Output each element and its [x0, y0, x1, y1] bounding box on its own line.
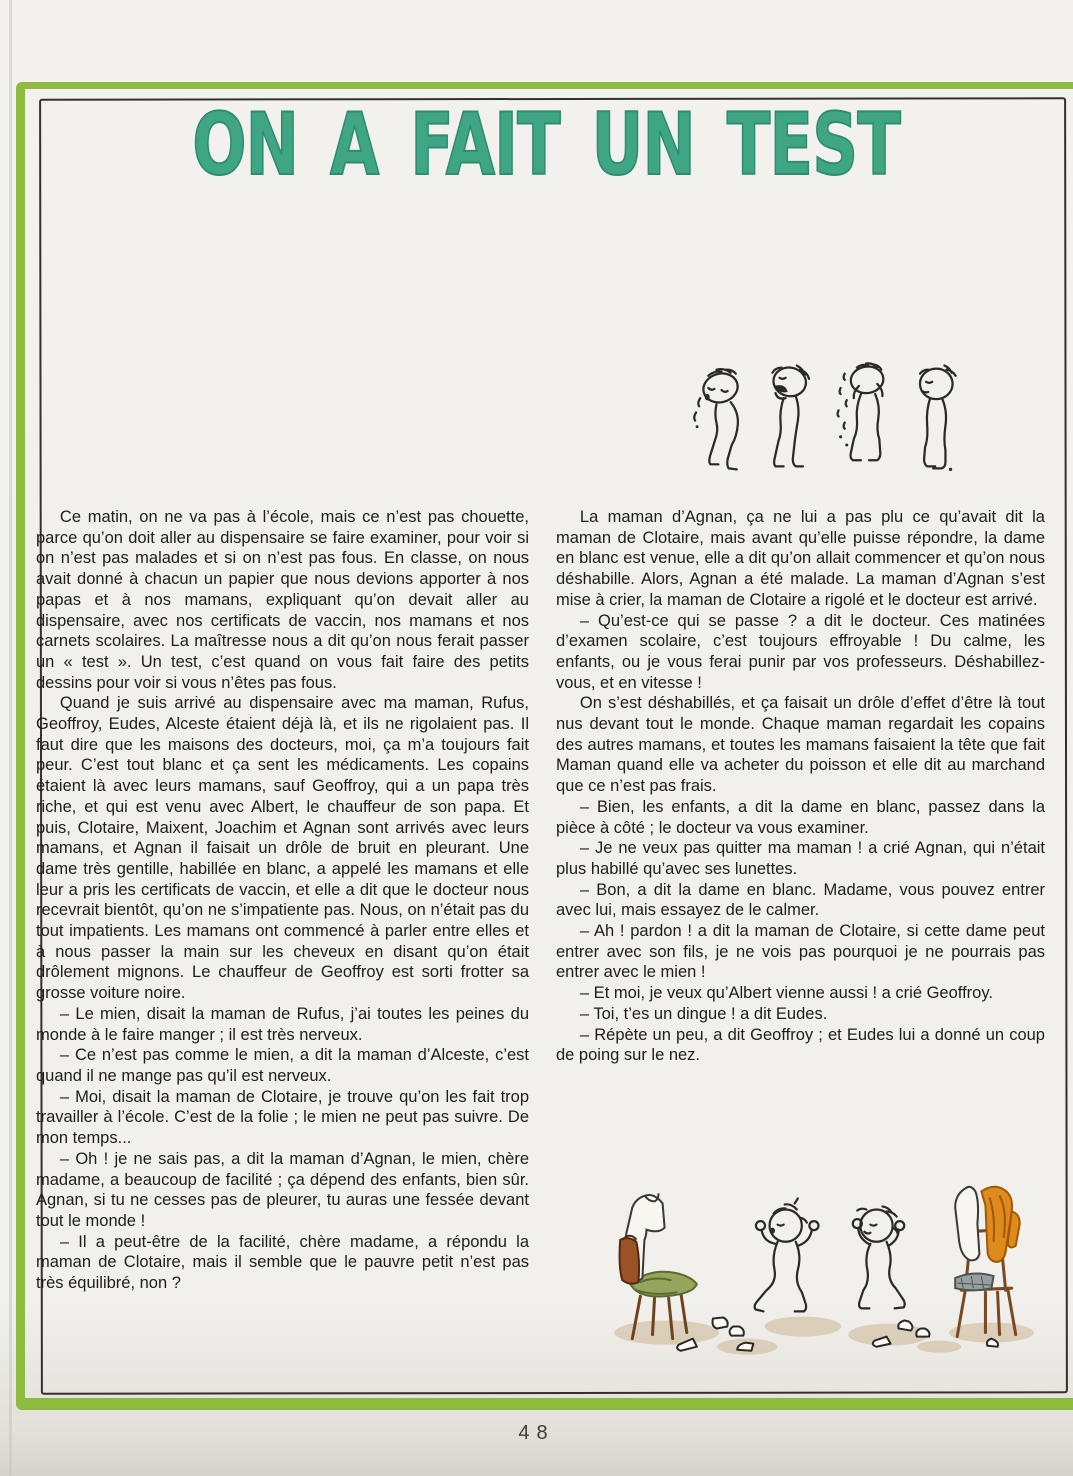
text-column-right — [556, 507, 1045, 1066]
page-number: 48 — [518, 1422, 555, 1444]
paragraph: La maman d’Agnan, ça ne lui a pas plu ce qu’avait dit la maman de Clotaire, mais avant qu’elle puisse répondre, la dame en blanc est venue, elle a dit qu’on allait commencer et qu’on nous déshabille. Alors, Agnan a été malade. La maman d’Agnan s’est mise à crier, la maman de Clotaire a rigolé et le docteur est arrivé. — [556, 508, 1045, 609]
crying-boy-1 — [694, 369, 741, 469]
paragraph: – Répète un peu, a dit Geoffroy ; et Eudes lui a donné un coup de poing sur le nez. — [556, 1025, 1045, 1065]
paragraph: Ce matin, on ne va pas à l’école, mais ce n’est pas chouette, parce qu’on doit aller au dispensaire se faire examiner, pour voir si on n’est pas malades et si on n’est pas fous. En classe, on nous avait donné à chacun un papier que nous devions apporter à nos papas et à nos mamans, expliquant qu’on devait aller au dispensaire, avec nos certificats de vaccin, nos mamans et nos carnets scolaires. La maîtresse nous a dit qu’on nous ferait passer un « test ». Un test, c’est quand on vous fait faire des petits dessins pour voir si vous n’êtes pas fous. — [36, 508, 529, 692]
paragraph: – Le mien, disait la maman de Rufus, j’ai toutes les peines du monde à le faire manger ; il est très nerveux. — [36, 1004, 529, 1044]
paragraph: – Ah ! pardon ! a dit la maman de Clotaire, si cette dame peut entrer avec son fils, je ne vois pas pourquoi je ne pourrais pas entrer avec le mien ! — [556, 922, 1045, 982]
crying-boy-2 — [771, 365, 809, 467]
paragraph: – Toi, t’es un dingue ! a dit Eudes. — [579, 1004, 828, 1023]
page-title-wrap — [30, 95, 1063, 195]
fighting-boy-left — [755, 1198, 819, 1311]
paragraph: – Ce n’est pas comme le mien, a dit la maman d’Alceste, c’est quand il ne mange pas qu’il est nerveux. — [36, 1046, 529, 1085]
paragraph: – Qu’est-ce qui se passe ? a dit le docteur. Ces matinées d’examen scolaire, c’est toujours effroyable ! Du calme, les enfants, ou je vous ferai punir par vos professeurs. Déshabillez-vous, et en vitesse ! — [556, 611, 1045, 692]
paragraph: – Moi, disait la maman de Clotaire, je trouve qu’on les fait trop travailler à l’école. C’est de la folie ; le mien ne peut pas suivre. De mon temps... — [36, 1087, 529, 1148]
paragraph: – Oh ! je ne sais pas, a dit la maman d’Agnan, le mien, chère madame, a beaucoup de facilité ; ça dépend des enfants, bien sûr. Agnan, si tu ne cesses pas de pleurer, tu auras une fessée devant tout le monde ! — [36, 1149, 529, 1230]
illustration-crying-boys — [692, 358, 977, 478]
paragraph: – Je ne veux pas quitter ma maman ! a crié Agnan, qui n’était plus habillé qu’avec ses lunettes. — [556, 839, 1045, 878]
paragraph: – Bien, les enfants, a dit la dame en blanc, passez dans la pièce à côté ; le docteur va vous examiner. — [556, 797, 1045, 837]
illustration-undressing-scene — [596, 1172, 1048, 1362]
scan-edge — [9, 0, 12, 1476]
text-column-left — [36, 507, 529, 1294]
crying-boy-3 — [838, 363, 885, 460]
paragraph: On s’est déshabillés, et ça faisait un drôle d’effet d’être là tout nus devant tout le monde. Chaque maman regardait les copains des autres mamans, et toutes les mamans faisaient la tête que fait Maman quand elle va acheter du poisson et elle dit au marchand que ce n’est pas frais. — [556, 694, 1045, 796]
paragraph: – Il a peut-être de la facilité, chère madame, a répondu la maman de Clotaire, mais il semble que le pauvre petit n’est pas très équilibré, non ? — [36, 1232, 529, 1293]
fighting-boy-right — [853, 1206, 905, 1308]
paragraph: Quand je suis arrivé au dispensaire avec ma maman, Rufus, Geoffroy, Eudes, Alceste étaient déjà là, et ils ne rigolaient pas. Il faut dire que les maisons des docteurs, moi, ça m’a toujours fait peur. C’est tout blanc et ça sent les médicaments. Les copains étaient là avec leurs mamans, sauf Geoffroy, qui a un papa très riche, et qui est venu avec Albert, le chauffeur de son papa. Et puis, Clotaire, Maixent, Joachim et Agnan sont arrivés avec leurs mamans, et Agnan il faisait un drôle de bruit en pleurant. Une dame très gentille, habillée en blanc, a appelé les mamans et elle leur a pris les certificats de vaccin, et elle a dit que le docteur nous recevrait bientôt, qu’on ne s’impatiente pas. Nous, on n’était pas du tout impatients. Les mamans ont commencé à parler entre elles et à nous passer la main sur les cheveux en disant qu’on était drôlement mignons. Le chauffeur de Geoffroy est sorti frotter sa grosse voiture noire. — [36, 694, 529, 1003]
chair-left — [620, 1193, 697, 1338]
page-title: ON A FAIT UN TEST — [192, 95, 901, 195]
undressing-scene-drawing — [596, 1172, 1048, 1362]
boy-4 — [920, 366, 956, 471]
paragraph: – Bon, a dit la dame en blanc. Madame, vous pouvez entrer avec lui, mais essayez de le calmer. — [556, 880, 1045, 920]
paragraph: – Et moi, je veux qu’Albert vienne aussi ! a crié Geoffroy. — [579, 984, 993, 1003]
crying-boys-drawing — [692, 358, 977, 478]
